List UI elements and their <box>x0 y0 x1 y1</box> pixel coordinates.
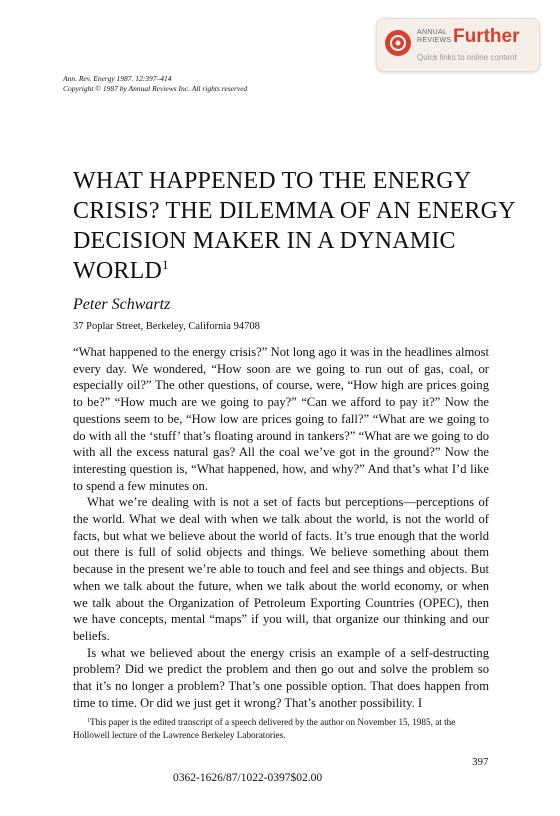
author-name: Peter Schwartz <box>73 296 171 313</box>
author-affiliation: 37 Poplar Street, Berkeley, California 94708 <box>73 321 260 332</box>
body-paragraph-1: “What happened to the energy crisis?” Not long ago it was in the headlines almost every day. We wondered, “How soon are we going to run out of gas, coal, or especially oil?” The other questions, of course, were, “How high are prices going to be?” “How much are we going to pay?” “Can we afford to pay it?” Now the questions seem to be, “How low are prices going to fall?” “What are we going to do with all the ‘stuff’ that’s floating around in tankers?” “What are we going to do with all the excess natural gas? All the coal we’ve got in the ground?” Now the interesting question is, “What happened, how, and why?” And that’s what I’d like to spend a few minutes on. <box>73 345 489 493</box>
footnote-mark: 1 <box>87 718 90 724</box>
body-paragraph-3: Is what we believed about the energy crisis an example of a self-destructing problem? Did we predict the problem and then go out and solve the problem so that it’s no longer a problem? That’s one possible option. That does happen from time to time. Or did we just get it wrong? That’s another possibility. I <box>73 645 489 710</box>
journal-line: Ann. Rev. Energy 1987. 12:397–414 <box>63 74 172 83</box>
journal-citation <box>63 74 247 93</box>
badge-brand-line1: ANNUAL <box>417 29 448 36</box>
title-footnote-mark: 1 <box>161 257 169 272</box>
copyright-line: Copyright © 1987 by Annual Reviews Inc. All rights reserved <box>63 83 248 93</box>
article-body <box>73 344 489 711</box>
badge-brand <box>417 29 457 45</box>
footnote-text-block <box>73 716 489 742</box>
annual-reviews-logo-icon <box>385 30 411 56</box>
badge-further-label[interactable]: Further <box>453 26 520 47</box>
further-badge[interactable] <box>376 18 540 72</box>
body-paragraph-2: What we’re dealing with is not a set of facts but perceptions—perceptions of the world. What we deal with when we talk about the world, is not the world of facts, but what we believe about the world of facts. It’s true enough that the world out there is full of solid objects and things. We believe something about them because in the present we’re able to touch and feel and see things and objects. But when we talk about the future, when we talk about the world economy, or when we talk about the Organization of Petroleum Exporting Countries (OPEC), then we have concepts, mental “maps” if you will, that organize our thinking and our beliefs. <box>73 495 489 643</box>
badge-subtitle[interactable]: Quick links to online content <box>417 53 517 62</box>
badge-brand-line2: REVIEWS <box>417 37 452 44</box>
page-number: 397 <box>472 756 489 768</box>
footnote <box>73 716 489 742</box>
article-title-text: WHAT HAPPENED TO THE ENERGY CRISIS? THE DILEMMA OF AN ENERGY DECISION MAKER IN A DYNAMIC WORLD <box>73 168 515 284</box>
footnote-text: This paper is the edited transcript of a speech delivered by the author on November 15, 1985, at the Hollowell lecture of the Lawrence Berkeley Laboratories. <box>73 717 456 740</box>
article-title <box>73 166 523 286</box>
article-code: 0362-1626/87/1022-0397$02.00 <box>173 772 323 784</box>
